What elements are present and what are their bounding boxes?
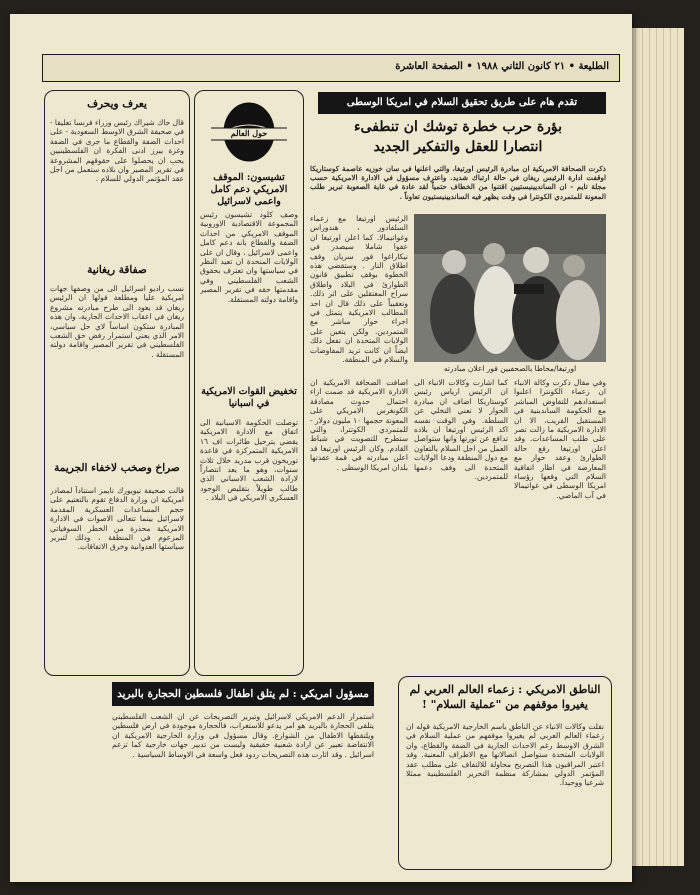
main-headline-line2: انتصارا للعقل والتفكير الجديد bbox=[373, 139, 543, 155]
ortega-photo bbox=[414, 214, 606, 362]
left-story2-title: صفاقة ريغانية bbox=[87, 264, 147, 276]
left-story2-body: نسب راديو اسرائيل الى من وصفها جهات امريكية عليا ومطلعة قولها ان الرئيس ريغان قد يعود الى طرح مبادرته مشروع ريغان في اعقاب الاحداث الجارية، وان هذه المبادرة ستكون اساساً لاي حل سياسي، الامر الذي يعني استمرار رفض حق الشعب الفلسطيني في تقرير المصير واقامة دولته المستقلة . bbox=[50, 284, 184, 359]
mid-story1-body: وصف كلود تشيسون رئيس المجموعة الاقتصادية الاوروبية الموقف الامريكي من احداث الضفة والقطاع بانه دعم كامل واعمى لاسرائيل ، وقال ان على الولايات المتحدة ان تعيد النظر في سياستها وان تعترف بحقوق الشعب الفلسطيني وفي مقدمتها حقه في تقرير المصير واقامة دولته المستقلة. bbox=[200, 210, 298, 304]
left-story3-title: صراخ وصخب لاخفاء الجريمة bbox=[54, 462, 180, 474]
page-header bbox=[42, 54, 620, 82]
newspaper-page bbox=[10, 14, 632, 882]
photo-caption: اورتيغا/محاطا بالصحفيين فور اعلان مبادرته bbox=[443, 364, 577, 373]
main-body-a: الرئيس اورتيغا مع زعماء السلفادور ، هندوراس وغواتيمالا. كما اعلن اورتيغا ان عفوا شاملا سيصدر في نيكاراغوا فور سريان وقف اطلاق النار . وستقضي هذه الخطوة بوقف تطبيق قانون الطوارئ في البلاد واطلاق سراح المعتقلين على اثر ذلك. وتعقيباً على ذلك قال ان احد المطالب الامريكية يتمثل في اجراء حوار مباشر مع المتمردين. ولكن يتعين على الولايات المتحدة ان تفعل ذلك ايضاً ان كانت تريد المفاوضات والسلام في المنطقة. bbox=[310, 214, 408, 365]
main-body-b: اضافت الصحافة الامريكية ان الادارة الامريكية قد ضمت ازاء احتمال حدوث مصادقة الكونغرس الامريكي على المعونة حجمها ١٠ مليون دولار - للمتمردي الكونترا، والتي ستطرح للتصويت في شباط القادم. وكان الرئيس اورتيغا قد اعلن مبادرته في قمة عقدتها بلدان امريكا الوسطى . bbox=[310, 378, 408, 472]
left-story3-body: قالت صحيفة نيويورك تايمز استناداً لمصادر امريكية ان وزارة الدفاع تقوم بالتعتيم على حجم المساعدات العسكرية المقدمة لاسرائيل بينما تتعالى الاصوات في الادارة الامريكية محذرة من الخطر السوفياتي المزعوم في المنطقة ، وذلك لتبرير سياستها العدوانية وخرق الاتفاقات. bbox=[50, 486, 184, 552]
bottom-right-title: الناطق الامريكي : زعماء العالم العربي لم يغيروا موقفهم من "عملية السلام" ! bbox=[409, 683, 601, 711]
left-story1-body: قال جاك شيراك رئيس وزراء فرنسا تعليقا - في صحيفة الشرق الاوسط السعودية - على احداث الضفة والقطاع ما جرى في الضفة وغزة يبرز ادنى الفكرة ان الفلسطينيين يجب ان يحصلوا على حقوقهم المشروعة في تقرير المصير وان بلاده ستعمل من اجل عقد المؤتمر الدولي للسلام . bbox=[50, 118, 184, 184]
main-body-c: كما اشارت وكالات الانباء الى ان الرئيس ارياس رئيس كوستاريكا اضاف ان مبادرة الحوار لا تعني التخلي عن السلطة. وفي الوقت نفسه اكد الرئيس اورتيغا ان بلاده تدافع عن ثورتها وانها ستواصل العمل من اجل السلام بالتعاون مع دول المنطقة ودعا الولايات المتحدة الى وقف دعمها للمتمردين. bbox=[414, 378, 508, 482]
main-kicker: تقدم هام على طريق تحقيق السلام في امريكا الوسطى bbox=[318, 92, 606, 114]
mid-story2-title: تخفيض القوات الامريكية في اسبانيا bbox=[201, 386, 297, 409]
main-intro: ذكرت الصحافة الامريكية ان مبادرة الرئيس اورتيغا، والتي اعلنها في سان خوزيه عاصمة كوستاريكا اوقفت ادارة الرئيس ريغان في حالة ارتباك شديد. واعترف مسؤول في الادارة الامريكية حسب مجلة تايم - ان السانديينيستيين اقتنوا من الخطاف حتمياً لقد عادة في غاية الصعوبة تبرير طلب المعونة للمتمردي الكونترا في وقت يظهر فيه السانديينيستيون تعاوناً . bbox=[310, 164, 606, 201]
main-headline-line1: بؤرة حرب خطرة توشك ان تنطفىء bbox=[353, 119, 563, 135]
issue-line: الطليعة • ٢١ كانون الثاني ١٩٨٨ • الصفحة العاشرة bbox=[395, 61, 609, 72]
logo-text: حول العالم bbox=[230, 128, 268, 138]
ortega-photo-image bbox=[414, 214, 606, 362]
mid-story2-body: توصلت الحكومة الاسبانية الى اتفاق مع الادارة الامريكية يقضي بترحيل طائرات اف ١٦ الامريكية المتمركزة في قاعدة توريخون قرب مدريد خلال ثلاث سنوات، وهو ما يعد انتصاراً لارادة الشعب الاسباني الذي طالب طويلاً بتقليص الوجود العسكري الامريكي في البلاد . bbox=[200, 418, 298, 503]
bottom-left-body: استمرار الدعم الامريكي لاسرائيل وتبرير التصريحات عن ان الشعب الفلسطيني يتلقى الحجارة بالبريد هو امر يدعو للاستغراب، فالحجارة موجودة في ارض فلسطين ويلتقطها الاطفال من الشوارع. وقال مسؤول في وزارة الخارجية الامريكية ان الانتفاضة تعبير عن ارادة شعبية حقيقية وليست من تدبير جهات خارجية كما تزعم اسرائيل . وقد اثارت هذه التصريحات ردود فعل واسعة في الاوساط السياسية . bbox=[112, 712, 374, 759]
bottom-right-body: نقلت وكالات الانباء عن الناطق باسم الخارجية الامريكية قوله ان زعماء العالم العربي لم يغيروا موقفهم من عملية السلام في الشرق الاوسط رغم الاحداث الجارية في الضفة والقطاع، وان الولايات المتحدة ستواصل اتصالاتها مع الاطراف المعنية. وقد اعتبر المراقبون هذا التصريح محاولة للالتفاف على مطلب عقد المؤتمر الدولي بمشاركة منظمة التحرير الفلسطينية ممثلا شرعيا ووحيدا. bbox=[406, 722, 604, 788]
main-body-d: وفي مقال ذكرت وكالة الانباء ان زعماء الكونترا اعلنوا استعدادهم للتفاوض المباشر مع الحكومة الساندينية في المستقبل القريب، الا ان الادارة الامريكية ما زالت تصر على طلب المساعدات. وقد اعلن اورتيغا رفع حالة الطوارئ وعقد حوار مع المعارضة في اطار اتفاقية السلام التي وقعها رؤساء امريكا الوسطى في غواتيمالا في آب الماضي. bbox=[514, 378, 606, 500]
left-story1-title: يعرف ويحرف bbox=[87, 98, 147, 110]
mid-story1-title: تشيسون: الموقف الامريكي دعم كامل واعمى لاسرائيل bbox=[210, 172, 288, 207]
bottom-left-title: مسؤول امريكي : لم يتلق اطفال فلسطين الحجارة بالبريد bbox=[112, 682, 374, 706]
